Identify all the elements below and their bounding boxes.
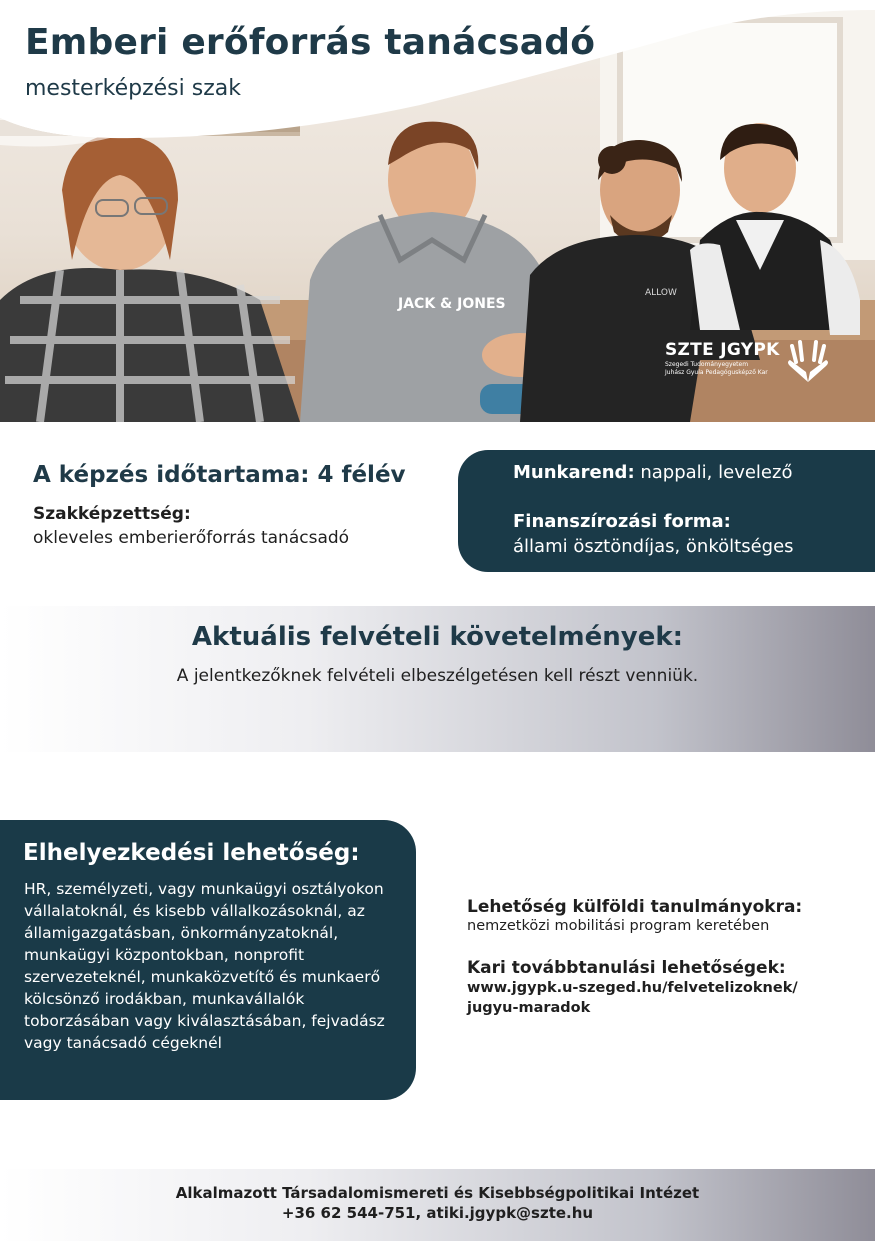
hero-photo [0,0,875,422]
svg-text:JACK & JONES: JACK & JONES [398,296,506,312]
requirements-title: Aktuális felvételi követelmények: [191,622,684,652]
abroad-studies-value: nemzetközi mobilitási program keretében [467,918,770,934]
logo-hands-icon [782,338,834,384]
footer-contact: +36 62 544-751, atiki.jgypk@szte.hu [281,1204,594,1222]
further-studies-link-line-1[interactable]: www.jgypk.u-szeged.hu/felvetelizoknek/ [467,980,798,996]
footer [0,1169,875,1241]
admission-requirements-band [0,606,875,752]
footer-institute: Alkalmazott Társadalomismereti és Kisebbségpolitikai Intézet [175,1184,700,1202]
further-studies-link[interactable] [467,978,798,1018]
logo-subtext-2: Juhász Gyula Pedagógusképző Kar [665,369,768,376]
abroad-studies-label: Lehetőség külföldi tanulmányokra: [467,897,803,917]
logo-subtext-1: Szegedi Tudományegyetem [665,361,749,368]
qualification-label: Szakképzettség: [33,504,191,524]
qualification-value: okleveles emberierőforrás tanácsadó [33,528,350,548]
further-studies-link-line-2[interactable]: jugyu-maradok [467,1000,591,1016]
duration-heading: A képzés időtartama: 4 félév [33,462,406,488]
svg-text:ALLOW: ALLOW [645,288,677,298]
work-order-value: nappali, levelező [634,462,793,483]
financing-value: állami ösztöndíjas, önköltséges [513,536,794,557]
page-subtitle: mesterképzési szak [25,76,241,101]
work-order-label: Munkarend: [513,462,635,483]
financing-label: Finanszírozási forma: [513,511,731,532]
logo-text: SZTE JGYPK [665,340,780,360]
employment-text: HR, személyzeti, vagy munkaügyi osztályokon vállalatoknál, és kisebb vállalkozásoknál, az államigazgatásban, önkormányzatoknál, munkaügyi központokban, nonprofit szervezeteknél, munkaközvetítő és munkaerő kölcsönző irodákban, munkavállalók toborzásában vagy kiválasztásában, fejvadász vagy tanácsadó cégeknél [24,880,385,1052]
requirements-text: A jelentkezőknek felvételi elbeszélgetésen kell részt venniük. [176,666,699,686]
employment-title: Elhelyezkedési lehetőség: [23,840,360,866]
work-order-line [513,462,792,483]
study-info-box [458,450,875,572]
page-title: Emberi erőforrás tanácsadó [25,22,596,63]
employment-box [0,820,416,1100]
further-studies-label: Kari továbbtanulási lehetőségek: [467,958,786,978]
szte-jgypk-logo [665,340,780,376]
